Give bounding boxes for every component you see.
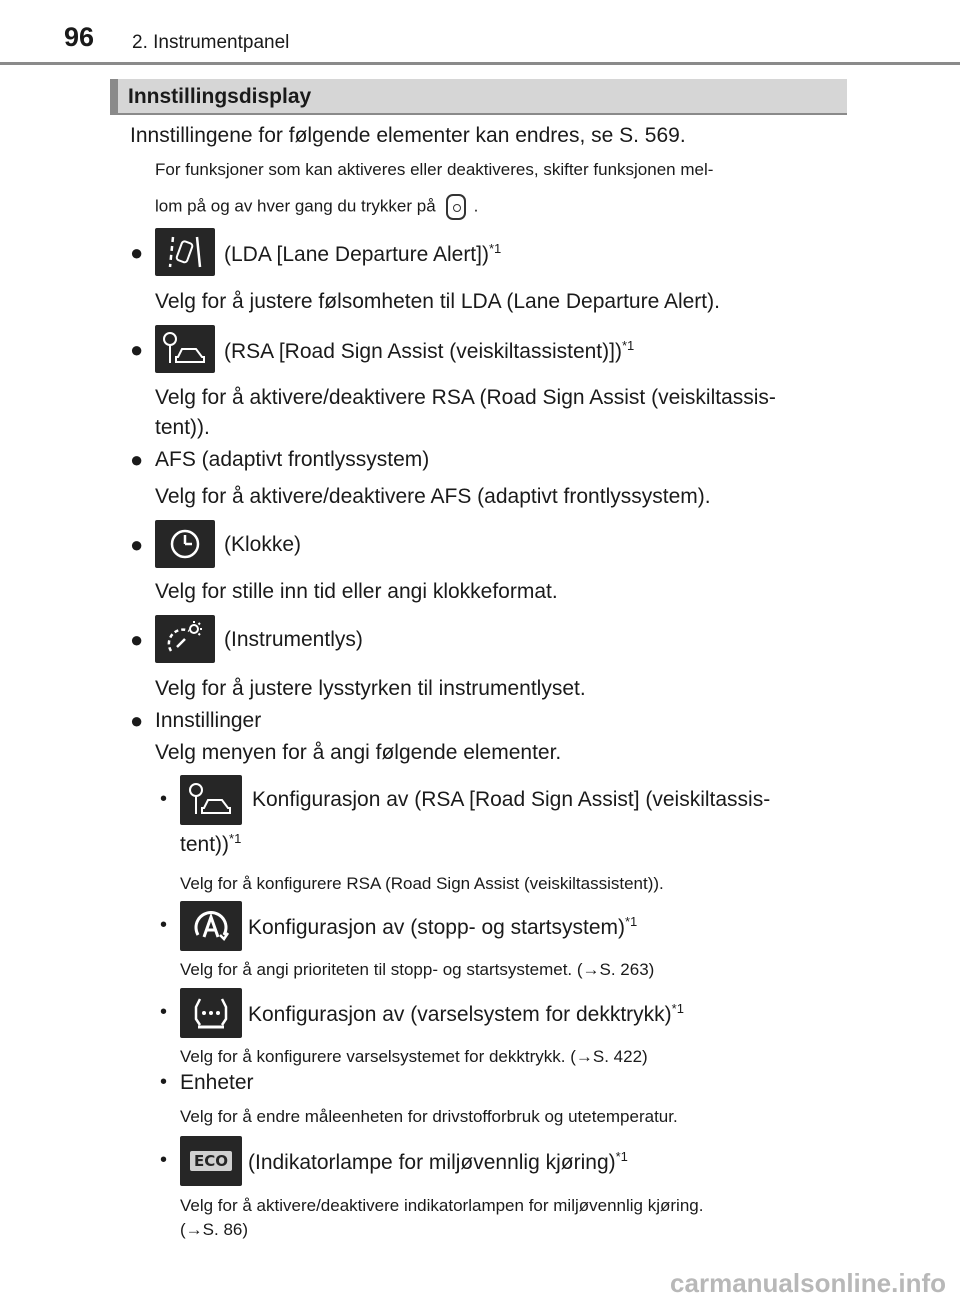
item-description: Velg for å aktivere/deaktivere RSA (Road Sign Assist (veiskiltassis-	[155, 386, 776, 409]
item-title: Innstillinger	[155, 709, 262, 732]
subitem-description: Velg for å konfigurere RSA (Road Sign Assist (veiskiltassistent)).	[180, 874, 664, 893]
road-sign-assist-icon	[180, 775, 242, 825]
intro-text: Innstillingene for følgende elementer kan endres, se S. 569.	[130, 124, 686, 147]
note-line-1: For funksjoner som kan aktiveres eller deaktiveres, skifter funksjonen mel-	[155, 160, 714, 179]
item-description-cont: tent)).	[155, 416, 210, 439]
auto-stop-start-icon	[180, 901, 242, 951]
lane-departure-icon	[155, 228, 215, 276]
subitem-title: Enheter	[180, 1071, 254, 1094]
item-title: AFS (adaptivt frontlyssystem)	[155, 448, 430, 471]
item-description: Velg for å justere lysstyrken til instrumentlyset.	[155, 677, 586, 700]
item-description: Velg for stille inn tid eller angi klokkeformat.	[155, 580, 558, 603]
sub-bullet: •	[160, 1071, 168, 1093]
sub-bullet: •	[160, 788, 168, 810]
subitem-title: Konfigurasjon av (RSA [Road Sign Assist] (veiskiltassis-	[252, 788, 771, 811]
eco-indicator-icon	[180, 1136, 242, 1186]
chapter-title: 2. Instrumentpanel	[132, 32, 290, 53]
section-title: Innstillingsdisplay	[128, 85, 312, 108]
steering-switch-icon	[446, 194, 466, 220]
note-line-2	[155, 194, 478, 220]
item-title: (Klokke)	[224, 533, 302, 556]
clock-icon	[155, 520, 215, 568]
item-description: Velg for å aktivere/deaktivere AFS (adaptivt frontlyssystem).	[155, 485, 711, 508]
note-text-after: .	[473, 196, 479, 216]
subitem-description-cont: (→S. 86)	[180, 1220, 249, 1239]
subitem-title: Konfigurasjon av (varselsystem for dekktrykk)$^{*1}$	[248, 1001, 684, 1026]
page-number: 96	[64, 22, 95, 52]
section-heading	[110, 79, 847, 115]
note-text-before: lom på og av hver gang du trykker på	[155, 196, 436, 216]
bullet: ●	[130, 447, 144, 472]
bullet: ●	[130, 627, 144, 652]
sub-bullet: •	[160, 1149, 168, 1171]
subitem-description: Velg for å endre måleenheten for drivstofforbruk og utetemperatur.	[180, 1107, 678, 1126]
subitem-description: Velg for å angi prioriteten til stopp- og startsystemet. (→S. 263)	[180, 960, 655, 979]
bullet: ●	[130, 337, 144, 362]
item-title: (Instrumentlys)	[224, 628, 363, 651]
subitem-title: Konfigurasjon av (stopp- og startsystem)$^{*1}$	[248, 914, 638, 939]
subitem-description: Velg for å aktivere/deaktivere indikatorlampen for miljøvennlig kjøring.	[180, 1196, 704, 1215]
section-stripe	[110, 79, 118, 113]
eco-label: ECO	[190, 1151, 232, 1171]
item-title: (LDA [Lane Departure Alert])$^{*1}$	[224, 241, 502, 266]
header-divider	[0, 62, 960, 65]
subitem-title: (Indikatorlampe for miljøvennlig kjøring)$^{*1}$	[248, 1149, 628, 1174]
road-sign-assist-icon	[155, 325, 215, 373]
subitem-title-cont: tent))$^{*1}$	[180, 831, 242, 856]
item-description: Velg for å justere følsomheten til LDA (Lane Departure Alert).	[155, 290, 720, 313]
bullet: ●	[130, 708, 144, 733]
sub-bullet: •	[160, 1001, 168, 1023]
watermark: carmanualsonline.info	[670, 1268, 946, 1298]
bullet: ●	[130, 240, 144, 265]
item-title: (RSA [Road Sign Assist (veiskiltassistent)])$^{*1}$	[224, 338, 635, 363]
subitem-description: Velg for å konfigurere varselsystemet for dekktrykk. (→S. 422)	[180, 1047, 648, 1066]
item-description: Velg menyen for å angi følgende elementer.	[155, 741, 562, 764]
instrument-light-icon	[155, 615, 215, 663]
bullet: ●	[130, 532, 144, 557]
tire-pressure-icon	[180, 988, 242, 1038]
sub-bullet: •	[160, 914, 168, 936]
